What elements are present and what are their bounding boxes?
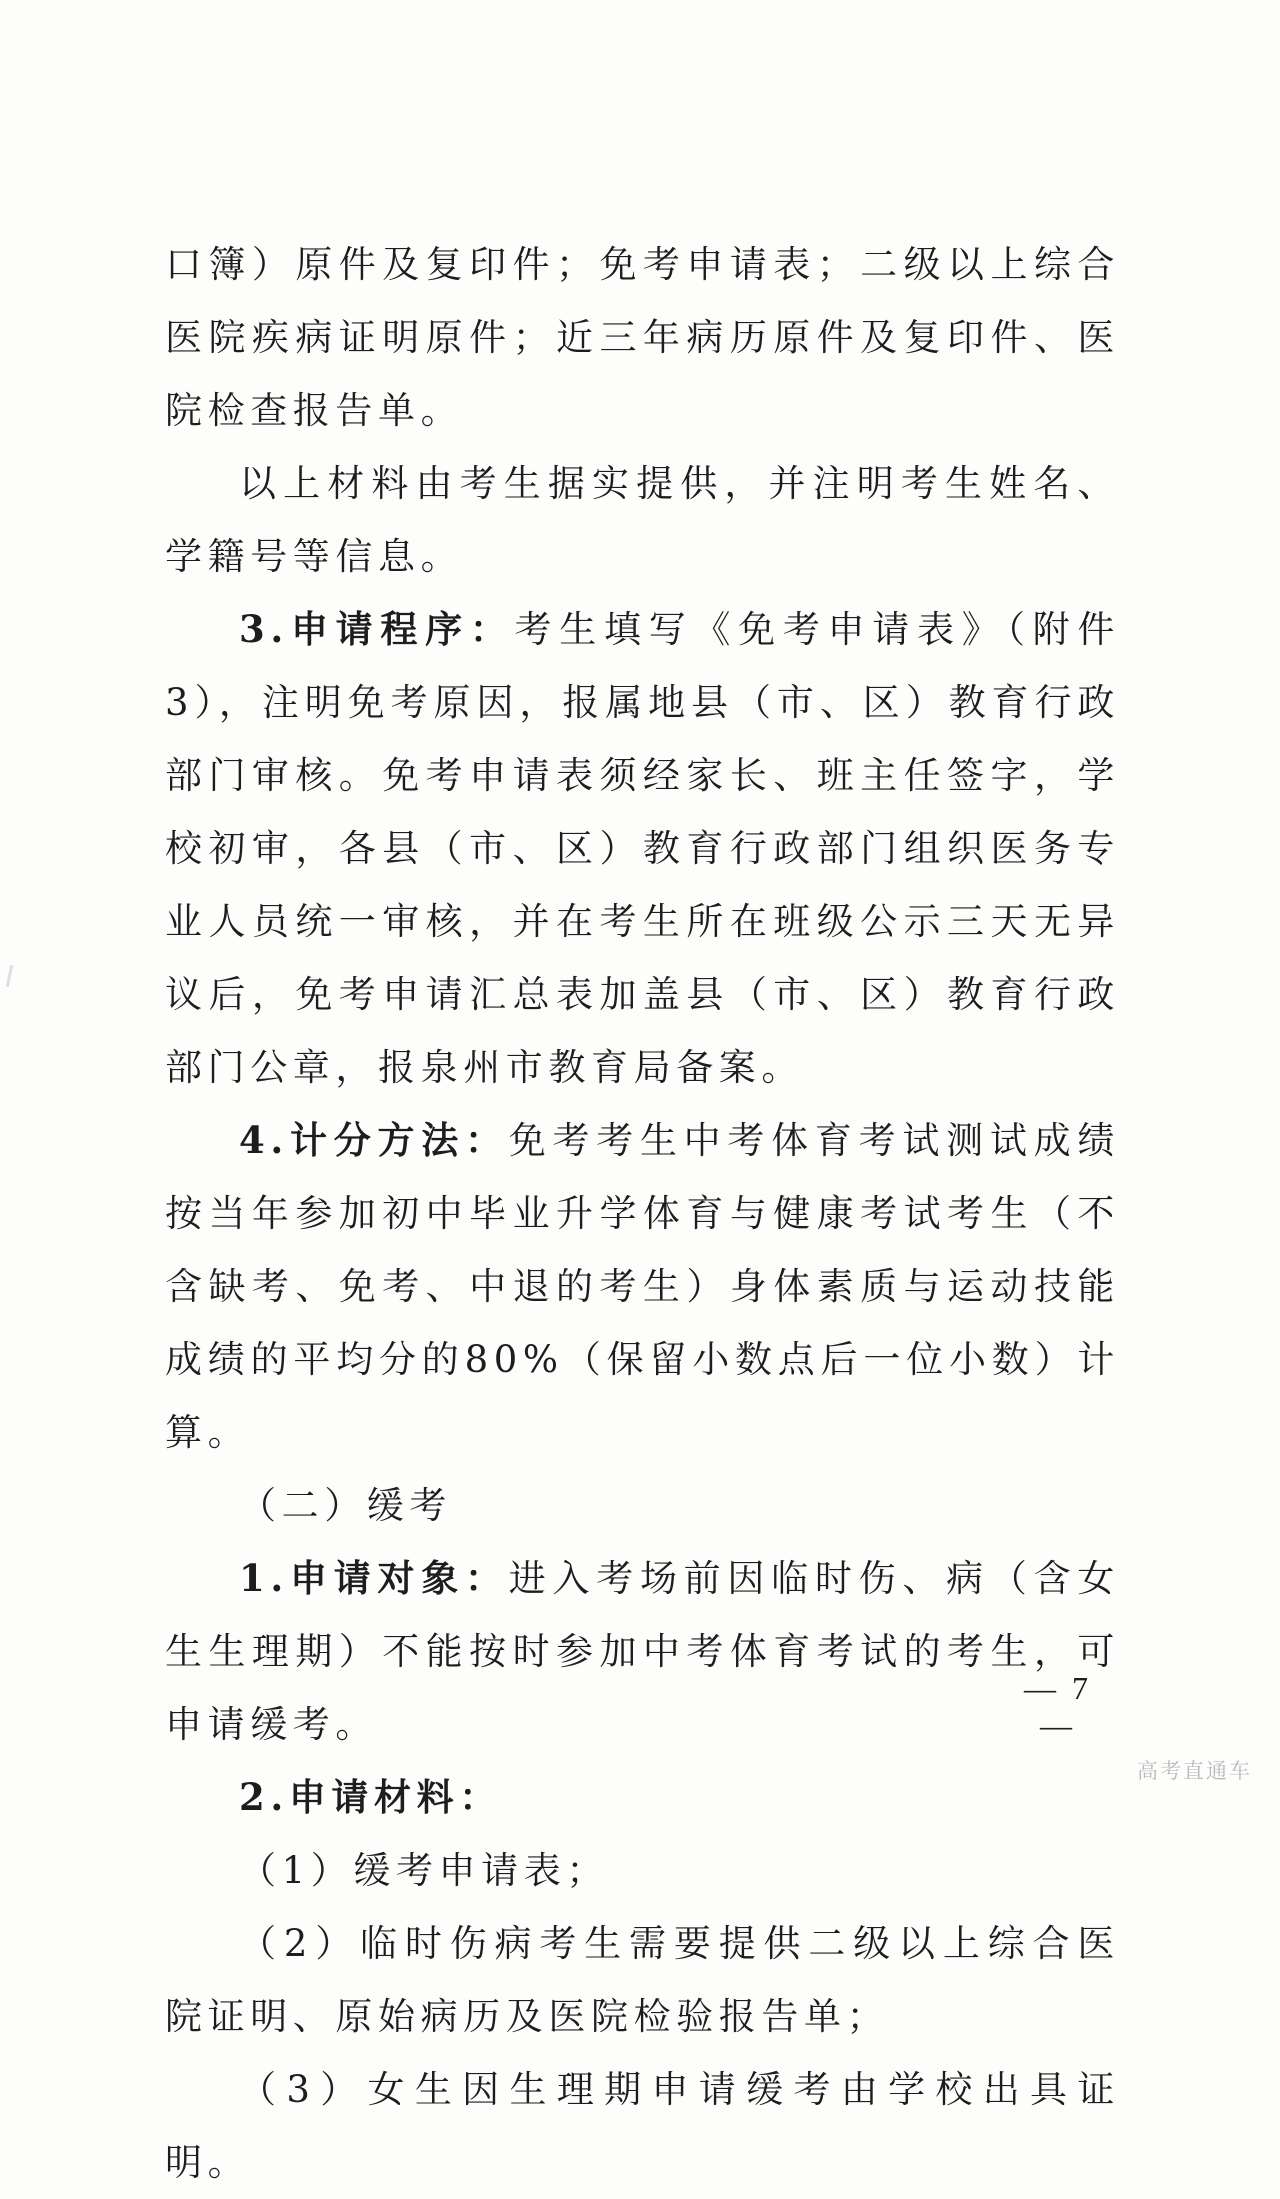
section-heading: 4.计分方法： <box>239 1118 509 1162</box>
section-heading: 2.申请材料： <box>239 1775 502 1819</box>
paragraph-application-target <box>165 1542 1120 1761</box>
paragraph-text: 免考考生中考体育考试测试成绩按当年参加初中毕业升学体育与健康考试考生（不含缺考、免考、中退的考生）身体素质与运动技能成绩的平均分的80%（保留小数点后一位小数）计算。 <box>165 1119 1120 1454</box>
paragraph-application-procedure <box>165 593 1120 1104</box>
paragraph-scoring-method <box>165 1104 1120 1469</box>
section-heading: 1.申请对象： <box>239 1556 509 1600</box>
page-number: — 7 — <box>1024 1670 1092 1743</box>
paragraph-deferred-exam-heading <box>165 1469 1120 1542</box>
document-body <box>165 228 1120 2199</box>
scan-margin-mark <box>6 965 14 987</box>
paragraph-material-item-3 <box>165 2053 1120 2199</box>
section-title: （二）缓考 <box>239 1484 452 1527</box>
list-item-text: （1）缓考申请表； <box>239 1849 609 1892</box>
paragraph-text: 以上材料由考生据实提供，并注明考生姓名、学籍号等信息。 <box>165 462 1120 578</box>
list-item-text: （3）女生因生理期申请缓考由学校出具证明。 <box>165 2068 1120 2184</box>
paragraph-materials-note <box>165 447 1120 593</box>
paragraph-text: 考生填写《免考申请表》（附件3），注明免考原因，报属地县（市、区）教育行政部门审核。免考申请表须经家长、班主任签字，学校初审，各县（市、区）教育行政部门组织医务专业人员统一审核，并在考生所在班级公示三天无异议后，免考申请汇总表加盖县（市、区）教育行政部门公章，报泉州市教育局备案。 <box>165 608 1120 1089</box>
section-heading: 3.申请程序： <box>239 607 515 651</box>
paragraph-text: 口簿）原件及复印件；免考申请表；二级以上综合医院疾病证明原件；近三年病历原件及复印件、医院检查报告单。 <box>165 243 1120 432</box>
paragraph-material-item-2 <box>165 1907 1120 2053</box>
paragraph-text: 进入考场前因临时伤、病（含女生生理期）不能按时参加中考体育考试的考生，可申请缓考。 <box>165 1557 1120 1746</box>
watermark-text: 高考直通车 <box>1137 1759 1252 1783</box>
list-item-text: （2）临时伤病考生需要提供二级以上综合医院证明、原始病历及医院检验报告单； <box>165 1922 1120 2038</box>
paragraph-application-materials-heading <box>165 1761 1120 1834</box>
paragraph-material-item-1 <box>165 1834 1120 1907</box>
paragraph-materials-continuation <box>165 228 1120 447</box>
